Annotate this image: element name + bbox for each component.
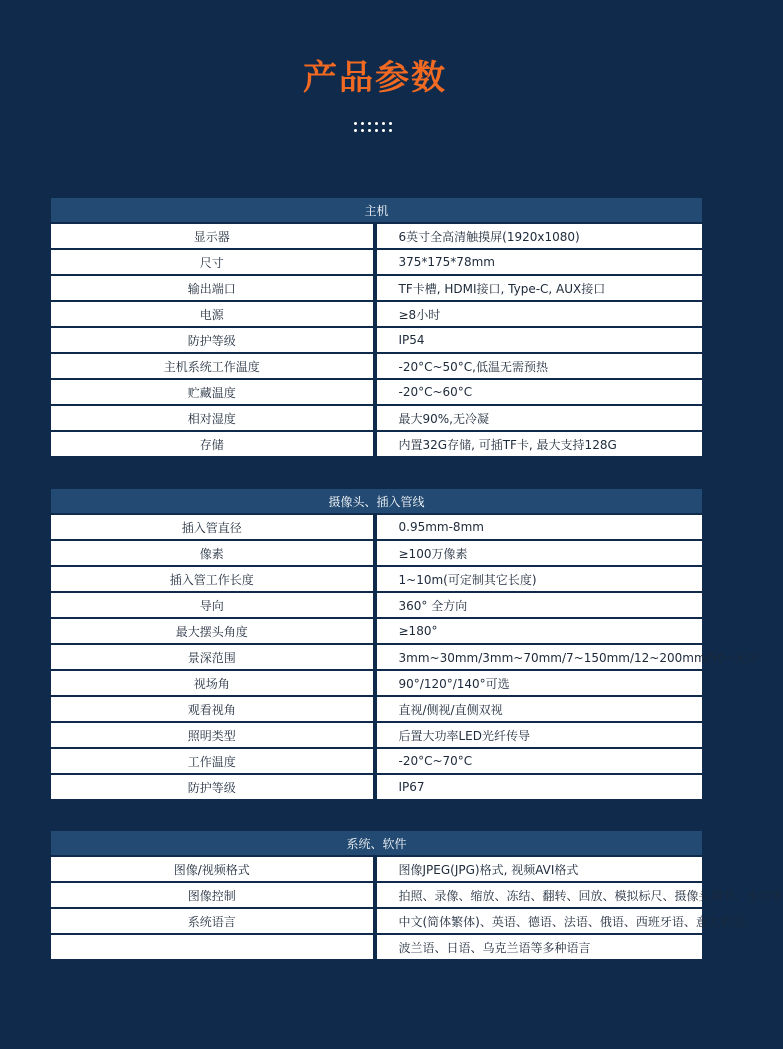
spec-table-host [51,196,702,458]
row-value: 直视/侧视/直侧双视 [377,697,703,721]
row-label: 存储 [51,432,377,456]
row-label: 尺寸 [51,250,377,274]
row-label: 系统语言 [51,909,377,933]
row-value: 90°/120°/140°可选 [377,671,703,695]
table-row [51,224,702,248]
row-value: TF卡槽, HDMI接口, Type-C, AUX接口 [377,276,703,300]
row-value: 后置大功率LED光纤传导 [377,723,703,747]
row-value: 中文(简体繁体)、英语、德语、法语、俄语、西班牙语、意大利语、 [377,909,703,933]
page-title: 产品参数 [303,58,447,98]
row-label: 插入管直径 [51,515,377,539]
row-label [51,935,377,959]
row-value: ≥8小时 [377,302,703,326]
table-row [51,380,702,404]
row-value: -20°C~70°C [377,749,703,773]
row-label: 导向 [51,593,377,617]
row-value: ≥180° [377,619,703,643]
section-header: 系统、软件 [51,831,702,855]
table-row [51,541,702,565]
table-row [51,935,702,959]
table-row [51,775,702,799]
row-label: 显示器 [51,224,377,248]
row-label: 电源 [51,302,377,326]
row-label: 工作温度 [51,749,377,773]
row-label: 景深范围 [51,645,377,669]
row-label: 像素 [51,541,377,565]
table-row [51,302,702,326]
table-row [51,645,702,669]
table-row [51,328,702,352]
table-row [51,697,702,721]
row-label: 图像控制 [51,883,377,907]
row-value: 最大90%,无冷凝 [377,406,703,430]
row-label: 插入管工作长度 [51,567,377,591]
row-value: IP54 [377,328,703,352]
row-label: 贮藏温度 [51,380,377,404]
row-label: 最大摆头角度 [51,619,377,643]
section-header: 主机 [51,198,702,222]
row-value: 内置32G存储, 可插TF卡, 最大支持128G [377,432,703,456]
table-row [51,406,702,430]
table-row [51,250,702,274]
row-value: -20°C~60°C [377,380,703,404]
table-row [51,276,702,300]
table-row [51,749,702,773]
table-row [51,723,702,747]
spec-table-camera [51,487,760,801]
table-row [51,909,702,933]
table-row [51,515,702,539]
section-header: 摄像头、插入管线 [51,489,702,513]
row-value: 6英寸全高清触摸屏(1920x1080) [377,224,703,248]
row-label: 相对湿度 [51,406,377,430]
row-value: 图像JPEG(JPG)格式, 视频AVI格式 [377,857,703,881]
row-label: 输出端口 [51,276,377,300]
spec-table-software [51,829,783,961]
row-value: 3mm~30mm/3mm~70mm/7~150mm/12~200mm/50~无穷 [377,645,703,669]
row-value: 拍照、录像、缩放、冻结、翻转、回放、模拟标尺、摄像头调节、水印等 [377,883,703,907]
row-value: 1~10m(可定制其它长度) [377,567,703,591]
table-row [51,432,702,456]
row-label: 照明类型 [51,723,377,747]
decorative-dots-icon [354,122,392,132]
row-label: 观看视角 [51,697,377,721]
row-label: 防护等级 [51,328,377,352]
table-row [51,883,702,907]
table-row [51,619,702,643]
row-value: 波兰语、日语、乌克兰语等多种语言 [377,935,703,959]
row-value: ≥100万像素 [377,541,703,565]
row-label: 视场角 [51,671,377,695]
table-row [51,567,702,591]
row-value: -20°C~50°C,低温无需预热 [377,354,703,378]
table-row [51,671,702,695]
row-value: IP67 [377,775,703,799]
row-label: 防护等级 [51,775,377,799]
row-label: 主机系统工作温度 [51,354,377,378]
table-row [51,593,702,617]
table-row [51,354,702,378]
row-value: 360° 全方向 [377,593,703,617]
row-value: 375*175*78mm [377,250,703,274]
row-label: 图像/视频格式 [51,857,377,881]
row-value: 0.95mm-8mm [377,515,703,539]
table-row [51,857,702,881]
